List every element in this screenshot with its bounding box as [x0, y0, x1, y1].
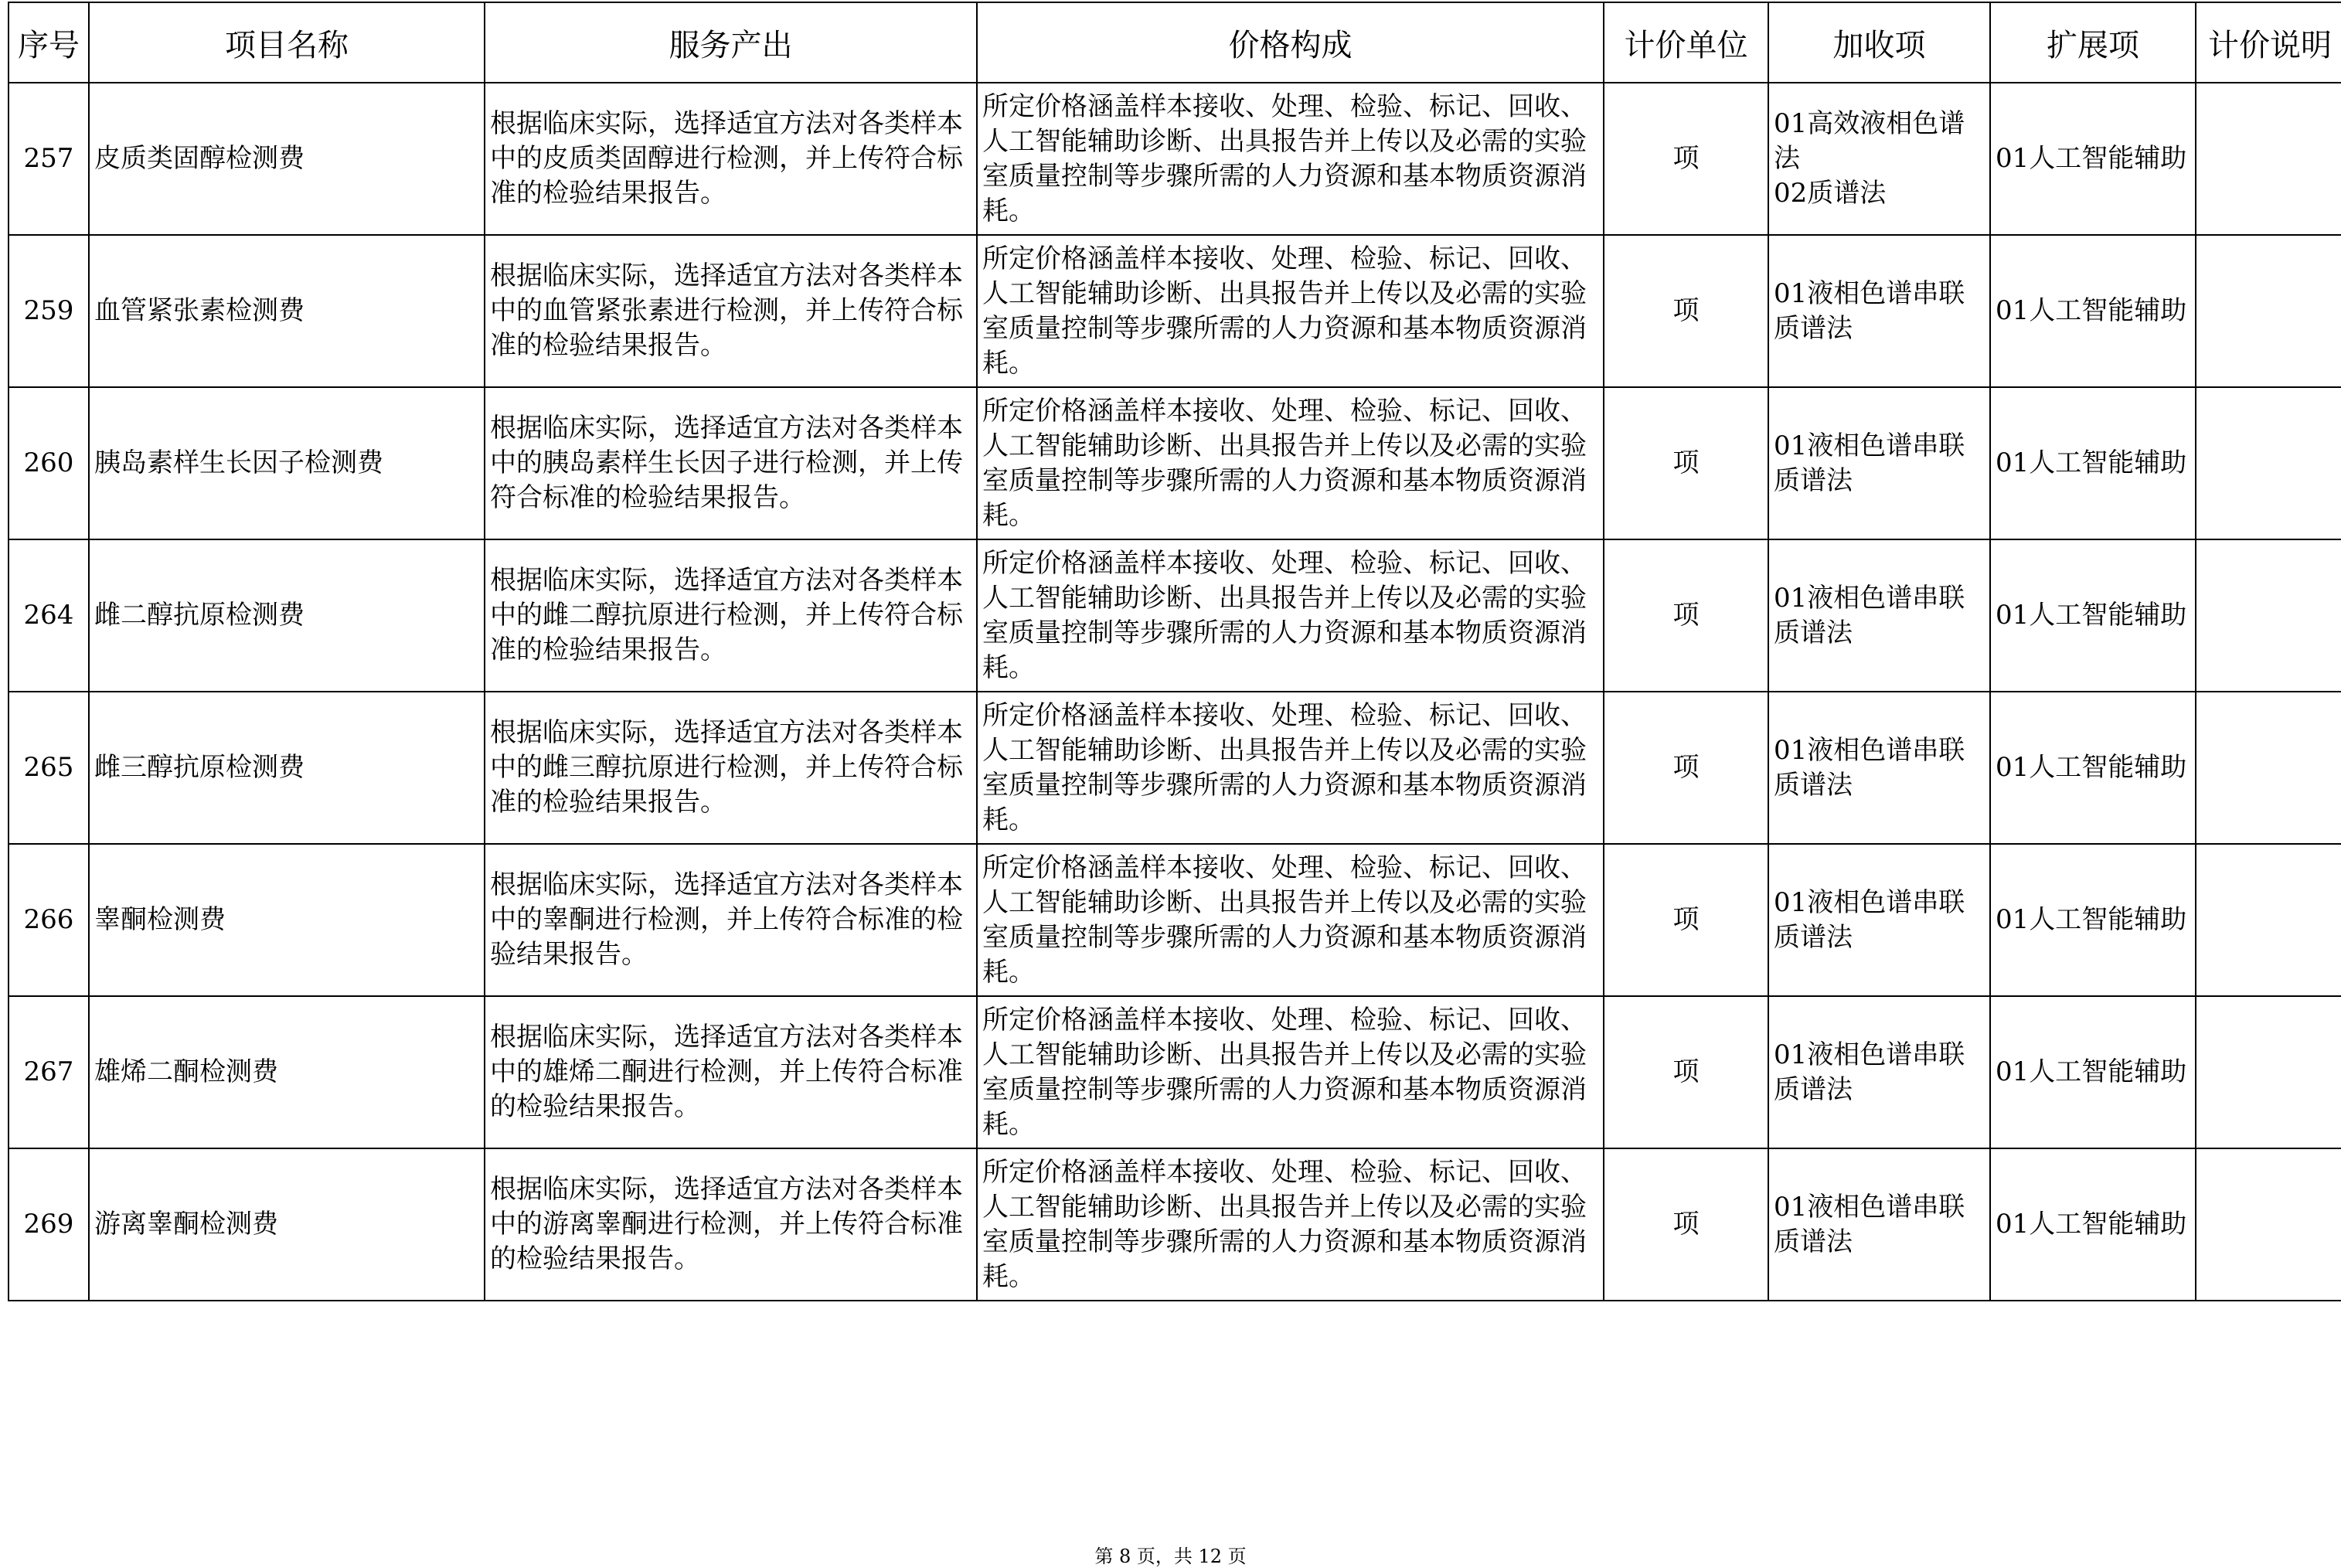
cell-extension-items — [1990, 83, 2196, 235]
cell-price-composition-text: 所定价格涵盖样本接收、处理、检验、标记、回收、人工智能辅助诊断、出具报告并上传以及必需的实验室质量控制等步骤所需的人力资源和基本物质资源消耗。 — [982, 852, 1587, 988]
cell-pricing-unit-text: 项 — [1672, 600, 1700, 631]
cell-item-name-text: 睾酮检测费 — [94, 904, 226, 935]
cell-service-output — [485, 387, 977, 539]
cell-pricing-unit — [1604, 387, 1768, 539]
cell-pricing-notes — [2196, 235, 2341, 387]
cell-extension-items — [1990, 539, 2196, 692]
cell-extension-items-text: 01人工智能辅助 — [1996, 752, 2187, 783]
cell-surcharge-items-text: 01高效液相色谱法 02质谱法 — [1774, 108, 1965, 209]
cell-pricing-unit — [1604, 996, 1768, 1148]
header-pricing-unit: 计价单位 — [1604, 2, 1768, 83]
cell-service-output-text: 根据临床实际，选择适宜方法对各类样本中的皮质类固醇进行检测，并上传符合标准的检验结果报告。 — [490, 108, 963, 209]
cell-extension-items — [1990, 692, 2196, 844]
table-row — [9, 844, 2341, 996]
cell-price-composition — [977, 844, 1604, 996]
cell-price-composition-text: 所定价格涵盖样本接收、处理、检验、标记、回收、人工智能辅助诊断、出具报告并上传以及必需的实验室质量控制等步骤所需的人力资源和基本物质资源消耗。 — [982, 243, 1587, 379]
cell-price-composition-text: 所定价格涵盖样本接收、处理、检验、标记、回收、人工智能辅助诊断、出具报告并上传以及必需的实验室质量控制等步骤所需的人力资源和基本物质资源消耗。 — [982, 699, 1587, 835]
cell-service-output-text: 根据临床实际，选择适宜方法对各类样本中的雌三醇抗原进行检测，并上传符合标准的检验结果报告。 — [490, 717, 963, 818]
cell-service-output — [485, 539, 977, 692]
table-row — [9, 387, 2341, 539]
cell-serial-no-text: 257 — [23, 143, 74, 174]
cell-extension-items-text: 01人工智能辅助 — [1996, 904, 2187, 935]
cell-service-output-text: 根据临床实际，选择适宜方法对各类样本中的雌二醇抗原进行检测，并上传符合标准的检验结果报告。 — [490, 565, 963, 665]
cell-pricing-unit — [1604, 1148, 1768, 1301]
cell-price-composition — [977, 1148, 1604, 1301]
header-item-name: 项目名称 — [89, 2, 485, 83]
cell-price-composition — [977, 387, 1604, 539]
cell-item-name — [89, 235, 485, 387]
cell-surcharge-items — [1768, 539, 1990, 692]
cell-serial-no — [9, 387, 89, 539]
cell-pricing-unit-text: 项 — [1672, 752, 1700, 783]
pricing-table — [8, 2, 2341, 1301]
cell-extension-items — [1990, 996, 2196, 1148]
cell-item-name-text: 皮质类固醇检测费 — [94, 143, 305, 174]
cell-price-composition — [977, 692, 1604, 844]
cell-surcharge-items — [1768, 996, 1990, 1148]
cell-item-name-text: 游离睾酮检测费 — [94, 1209, 278, 1240]
cell-price-composition — [977, 83, 1604, 235]
cell-item-name — [89, 539, 485, 692]
cell-extension-items-text: 01人工智能辅助 — [1996, 600, 2187, 631]
cell-item-name — [89, 387, 485, 539]
cell-price-composition-text: 所定价格涵盖样本接收、处理、检验、标记、回收、人工智能辅助诊断、出具报告并上传以及必需的实验室质量控制等步骤所需的人力资源和基本物质资源消耗。 — [982, 1004, 1587, 1140]
cell-extension-items — [1990, 387, 2196, 539]
cell-pricing-notes — [2196, 844, 2341, 996]
cell-surcharge-items — [1768, 235, 1990, 387]
cell-extension-items — [1990, 844, 2196, 996]
cell-item-name-text: 雄烯二酮检测费 — [94, 1056, 278, 1087]
cell-price-composition-text: 所定价格涵盖样本接收、处理、检验、标记、回收、人工智能辅助诊断、出具报告并上传以及必需的实验室质量控制等步骤所需的人力资源和基本物质资源消耗。 — [982, 395, 1587, 531]
cell-service-output-text: 根据临床实际，选择适宜方法对各类样本中的雄烯二酮进行检测，并上传符合标准的检验结果报告。 — [490, 1022, 963, 1122]
cell-surcharge-items — [1768, 1148, 1990, 1301]
cell-item-name-text: 胰岛素样生长因子检测费 — [94, 447, 383, 478]
cell-extension-items — [1990, 1148, 2196, 1301]
cell-pricing-unit — [1604, 539, 1768, 692]
cell-extension-items-text: 01人工智能辅助 — [1996, 1209, 2187, 1240]
cell-price-composition-text: 所定价格涵盖样本接收、处理、检验、标记、回收、人工智能辅助诊断、出具报告并上传以及必需的实验室质量控制等步骤所需的人力资源和基本物质资源消耗。 — [982, 547, 1587, 683]
cell-pricing-unit — [1604, 235, 1768, 387]
cell-surcharge-items-text: 01液相色谱串联质谱法 — [1774, 582, 1965, 648]
cell-serial-no — [9, 539, 89, 692]
table-row — [9, 692, 2341, 844]
cell-pricing-unit — [1604, 83, 1768, 235]
cell-serial-no — [9, 83, 89, 235]
header-surcharge-items: 加收项 — [1768, 2, 1990, 83]
cell-surcharge-items-text: 01液相色谱串联质谱法 — [1774, 430, 1965, 496]
cell-serial-no-text: 266 — [23, 904, 74, 935]
cell-serial-no — [9, 1148, 89, 1301]
cell-item-name — [89, 996, 485, 1148]
cell-pricing-unit — [1604, 844, 1768, 996]
cell-serial-no — [9, 235, 89, 387]
cell-serial-no — [9, 692, 89, 844]
cell-price-composition — [977, 996, 1604, 1148]
cell-pricing-unit-text: 项 — [1672, 1209, 1700, 1240]
cell-pricing-unit-text: 项 — [1672, 295, 1700, 326]
cell-service-output — [485, 692, 977, 844]
header-extension-items: 扩展项 — [1990, 2, 2196, 83]
cell-serial-no-text: 260 — [23, 447, 74, 478]
cell-price-composition-text: 所定价格涵盖样本接收、处理、检验、标记、回收、人工智能辅助诊断、出具报告并上传以及必需的实验室质量控制等步骤所需的人力资源和基本物质资源消耗。 — [982, 90, 1587, 226]
cell-serial-no-text: 259 — [23, 295, 74, 326]
cell-pricing-notes — [2196, 387, 2341, 539]
cell-surcharge-items-text: 01液相色谱串联质谱法 — [1774, 277, 1965, 344]
header-service-output: 服务产出 — [485, 2, 977, 83]
cell-service-output-text: 根据临床实际，选择适宜方法对各类样本中的游离睾酮进行检测，并上传符合标准的检验结果报告。 — [490, 1174, 963, 1274]
cell-surcharge-items — [1768, 692, 1990, 844]
cell-extension-items-text: 01人工智能辅助 — [1996, 295, 2187, 326]
cell-item-name-text: 血管紧张素检测费 — [94, 295, 305, 326]
cell-item-name-text: 雌二醇抗原检测费 — [94, 600, 305, 631]
cell-serial-no-text: 267 — [23, 1056, 74, 1087]
table-body — [9, 83, 2341, 1301]
cell-service-output-text: 根据临床实际，选择适宜方法对各类样本中的胰岛素样生长因子进行检测，并上传符合标准的检验结果报告。 — [490, 413, 963, 513]
cell-pricing-notes — [2196, 692, 2341, 844]
page-number-footer: 第 8 页，共 12 页 — [1094, 1546, 1247, 1567]
cell-extension-items-text: 01人工智能辅助 — [1996, 447, 2187, 478]
cell-serial-no — [9, 996, 89, 1148]
cell-item-name — [89, 83, 485, 235]
table-row — [9, 996, 2341, 1148]
cell-price-composition-text: 所定价格涵盖样本接收、处理、检验、标记、回收、人工智能辅助诊断、出具报告并上传以及必需的实验室质量控制等步骤所需的人力资源和基本物质资源消耗。 — [982, 1156, 1587, 1292]
cell-surcharge-items — [1768, 844, 1990, 996]
cell-service-output — [485, 844, 977, 996]
cell-pricing-notes — [2196, 1148, 2341, 1301]
cell-service-output — [485, 83, 977, 235]
cell-extension-items — [1990, 235, 2196, 387]
cell-item-name — [89, 844, 485, 996]
cell-surcharge-items-text: 01液相色谱串联质谱法 — [1774, 734, 1965, 801]
cell-surcharge-items-text: 01液相色谱串联质谱法 — [1774, 1191, 1965, 1257]
table-header-row — [9, 2, 2341, 83]
cell-pricing-notes — [2196, 539, 2341, 692]
header-serial-no: 序号 — [9, 2, 89, 83]
cell-surcharge-items — [1768, 83, 1990, 235]
header-pricing-notes: 计价说明 — [2196, 2, 2341, 83]
cell-pricing-unit-text: 项 — [1672, 1056, 1700, 1087]
cell-serial-no-text: 269 — [23, 1209, 74, 1240]
table-row — [9, 539, 2341, 692]
cell-service-output-text: 根据临床实际，选择适宜方法对各类样本中的睾酮进行检测，并上传符合标准的检验结果报告。 — [490, 869, 963, 970]
cell-surcharge-items-text: 01液相色谱串联质谱法 — [1774, 886, 1965, 953]
table-row — [9, 1148, 2341, 1301]
table-row — [9, 83, 2341, 235]
cell-serial-no — [9, 844, 89, 996]
cell-service-output — [485, 235, 977, 387]
cell-pricing-unit — [1604, 692, 1768, 844]
header-price-composition: 价格构成 — [977, 2, 1604, 83]
cell-pricing-unit-text: 项 — [1672, 447, 1700, 478]
cell-surcharge-items-text: 01液相色谱串联质谱法 — [1774, 1039, 1965, 1105]
cell-serial-no-text: 264 — [23, 600, 74, 631]
cell-serial-no-text: 265 — [23, 752, 74, 783]
cell-extension-items-text: 01人工智能辅助 — [1996, 143, 2187, 174]
cell-pricing-notes — [2196, 996, 2341, 1148]
cell-item-name — [89, 692, 485, 844]
cell-item-name — [89, 1148, 485, 1301]
cell-pricing-notes — [2196, 83, 2341, 235]
cell-pricing-unit-text: 项 — [1672, 143, 1700, 174]
cell-service-output — [485, 996, 977, 1148]
cell-surcharge-items — [1768, 387, 1990, 539]
cell-price-composition — [977, 539, 1604, 692]
cell-extension-items-text: 01人工智能辅助 — [1996, 1056, 2187, 1087]
cell-service-output — [485, 1148, 977, 1301]
cell-pricing-unit-text: 项 — [1672, 904, 1700, 935]
table-row — [9, 235, 2341, 387]
cell-item-name-text: 雌三醇抗原检测费 — [94, 752, 305, 783]
cell-price-composition — [977, 235, 1604, 387]
cell-service-output-text: 根据临床实际，选择适宜方法对各类样本中的血管紧张素进行检测，并上传符合标准的检验结果报告。 — [490, 260, 963, 361]
